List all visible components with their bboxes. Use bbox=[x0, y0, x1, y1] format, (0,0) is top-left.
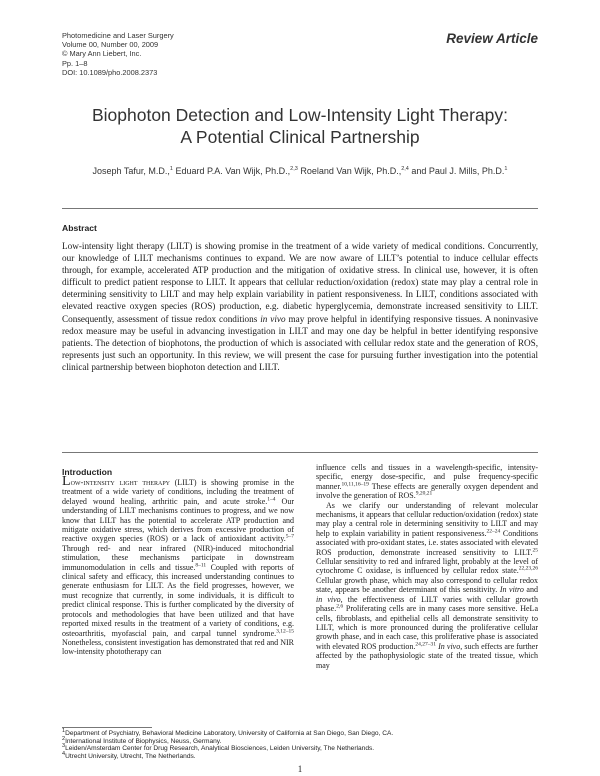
abstract-text-2: may prove helpful in identifying responsive tissues. A noninvasive redox measure may be useful in advancing investigation in LILT and may one day be helpful in better identifying responsive patients. The detection of biophotons, the production of which is associated with cellular redox state and the generation of ROS, represents just such an opportunity. In this review, we will present the case for pursuing further investigation into the potential clinical partnership between biophoton detection and LILT. bbox=[62, 313, 539, 372]
footnote-text: International Institute of Biophysics, Neuss, Germany. bbox=[65, 737, 222, 745]
footnote-marker: 1 bbox=[62, 727, 66, 734]
author-3-affiliation: 2,4 bbox=[401, 166, 409, 172]
intro-italic: In vitro bbox=[499, 585, 524, 595]
abstract-top-rule bbox=[62, 208, 538, 209]
intro-text: Coupled with reports of clinical safety and efficacy, this increased understanding continues to generate enthusiasm for LILT. As the field progresses, however, we must recognize that currently, in some individuals, it is difficult to predict clinical response. This is further complicated by the diversity of protocols and methodologies that have been utilized and that have reported mixed results in the treatment of a variety of conditions, e.g. osteoarthritis, myofascial pain, and carpal tunnel syndrome. bbox=[62, 562, 294, 638]
intro-text: (LILT) is showing promise in the treatment of a wide variety of conditions, including the treatment of delayed wound healing, arthritic pain, and acute stroke. bbox=[62, 478, 294, 506]
intro-text: Proliferating cells are in many cases more sensitive. HeLa cells, fibroblasts, and epithelial cells all demonstrate sensitivity to LILT, which is more pronounced during the proliferative cellular growth phase, and in each case, this proliferative phase is associated with elevated ROS production. bbox=[316, 604, 538, 651]
citation: 10,11,16–19 bbox=[341, 481, 369, 488]
citation: 8–11 bbox=[195, 562, 207, 568]
intro-text: , the effectiveness of LILT varies with cellular growth phase. bbox=[316, 594, 538, 614]
author-list bbox=[40, 166, 560, 176]
footnote-text: Department of Psychiatry, Behavioral Medicine Laboratory, University of California at San Diego, San Diego, CA. bbox=[65, 730, 394, 737]
footnote-marker: 4 bbox=[62, 750, 66, 757]
citation: 2,6 bbox=[336, 603, 344, 610]
citation: 3,12–15 bbox=[276, 627, 294, 634]
journal-name: Photomedicine and Laser Surgery bbox=[62, 31, 174, 40]
citation: 22–24 bbox=[486, 528, 501, 535]
intro-text: influence cells and tissues in a wavelength-specific, intensity-specific, energy dose-specific, and pulse frequency-specific manner. bbox=[316, 463, 538, 491]
author-1: Joseph Tafur, M.D., bbox=[92, 166, 170, 176]
citation: 24,27–31 bbox=[415, 641, 437, 648]
intro-italic: In vivo bbox=[438, 641, 461, 651]
intro-text: Through red- and near infrared (NIR)-induced mitochondrial stimulation, these mechanisms participate in downstream immunomodulation in cells and tissue. bbox=[62, 543, 294, 572]
journal-volume: Volume 00, Number 00, 2009 bbox=[62, 40, 159, 50]
intro-italic: in vivo bbox=[316, 594, 341, 604]
citation: 5–7 bbox=[285, 533, 294, 540]
author-2-affiliation: 2,3 bbox=[290, 166, 298, 172]
journal-header bbox=[62, 31, 174, 77]
page-range: Pp. 1–8 bbox=[62, 58, 88, 68]
drop-cap: L bbox=[62, 474, 71, 489]
author-1-affiliation: 1 bbox=[169, 166, 173, 172]
article-type-label: Review Article bbox=[446, 31, 538, 46]
footnote-marker: 2 bbox=[62, 735, 66, 742]
intro-text: Nonetheless, consistent investigation has demonstrated that red and NIR low-intensity phototherapy can bbox=[62, 637, 294, 657]
left-column bbox=[62, 474, 294, 657]
title-line-1: Biophoton Detection and Low-Intensity Light Therapy: bbox=[91, 105, 509, 125]
intro-text: As we clarify our understanding of relevant molecular mechanisms, it appears that cellular reduction/oxidation (redox) state may play a central role in determining sensitivity to LILT and may help to explain variability in patient responsiveness. bbox=[316, 500, 538, 538]
affiliation-footnote-4 bbox=[62, 750, 538, 761]
citation: 9,20,21 bbox=[415, 490, 433, 497]
intro-text: These effects are generally oxygen dependent and involve the generation of ROS. bbox=[316, 481, 538, 501]
author-3: Roeland Van Wijk, Ph.D., bbox=[297, 166, 402, 176]
citation: 25 bbox=[532, 547, 538, 553]
abstract-text-1: Low-intensity light therapy (LILT) is showing promise in the treatment of a wide variety of medical conditions. Concurrently, our knowledge of LILT mechanisms continues to expand. We are now aware of LILT’s potential to induce cellular effects through, for example, accelerated ATP production and the mitigation of oxidative stress. In clinical use, however, it is often difficult to predict patient response to LILT. It appears that cellular reduction/oxidation (redox) state may play a central role in determining sensitivity to LILT and may help explain variability in patient responsiveness. In LILT, conditions associated with elevated reactive oxygen species (ROS) production, e.g. diabetic hyperglycemia, demonstrate increased sensitivity to LILT. Consequently, assessment of tissue redox conditions bbox=[62, 241, 538, 324]
citation: 22,23,26 bbox=[518, 565, 538, 572]
copyright-line: © Mary Ann Liebert, Inc. bbox=[62, 49, 142, 59]
author-4: and Paul J. Mills, Ph.D. bbox=[408, 166, 505, 176]
intro-text: Cellular sensitivity to red and infrared light, probably at the level of cytochrome C oxidase, is influenced by cellular redox state. bbox=[316, 557, 538, 576]
intro-text: Our understanding of LILT mechanisms continues to progress, and we now know that LILT has the potential to accelerate ATP production and mitigate oxidative stress, which derives from excessive production of reactive oxygen species (ROS) or a lack of antioxidant activity. bbox=[62, 496, 294, 544]
author-2: Eduard P.A. Van Wijk, Ph.D., bbox=[172, 166, 291, 176]
doi-line: DOI: 10.1089/pho.2008.2373 bbox=[62, 67, 158, 77]
right-column bbox=[316, 463, 538, 670]
footnote-marker: 3 bbox=[62, 743, 66, 749]
footnote-separator bbox=[62, 727, 152, 728]
introduction-heading: Introduction bbox=[62, 467, 113, 477]
abstract-body bbox=[62, 240, 538, 373]
article-title bbox=[40, 104, 560, 148]
footnote-text: Utrecht University, Utrecht, The Netherlands. bbox=[65, 752, 196, 760]
footnote-block bbox=[62, 727, 538, 760]
citation: 1–4 bbox=[267, 496, 276, 503]
title-line-2: A Potential Clinical Partnership bbox=[180, 127, 420, 147]
intro-text: Conditions associated with pro-oxidant states, i.e. states associated with elevated ROS production, demonstrate increased sensitivity to LILT. bbox=[316, 528, 538, 557]
lead-in-smallcaps: ow-intensity light therapy bbox=[70, 477, 170, 487]
affiliation-footnote-1 bbox=[62, 727, 538, 738]
abstract-bottom-rule bbox=[62, 452, 538, 453]
intro-text: , such effects are further affected by the pathophysiologic state of the treated tissue, which may bbox=[316, 641, 539, 670]
abstract-in-vivo: in vivo bbox=[260, 313, 286, 324]
abstract-heading: Abstract bbox=[62, 223, 97, 233]
intro-text: Cellular growth phase, which may also correspond to cellular redox state, appears be another determinant of this sensitivity. bbox=[316, 575, 538, 595]
author-4-affiliation: 1 bbox=[504, 166, 508, 172]
footnote-text: Leiden/Amsterdam Center for Drug Research, Analytical Biosciences, Leiden University, The Netherlands. bbox=[65, 745, 375, 753]
intro-text: and bbox=[523, 585, 538, 595]
affiliation-footnote-3 bbox=[62, 745, 538, 753]
page-number: 1 bbox=[297, 764, 303, 774]
